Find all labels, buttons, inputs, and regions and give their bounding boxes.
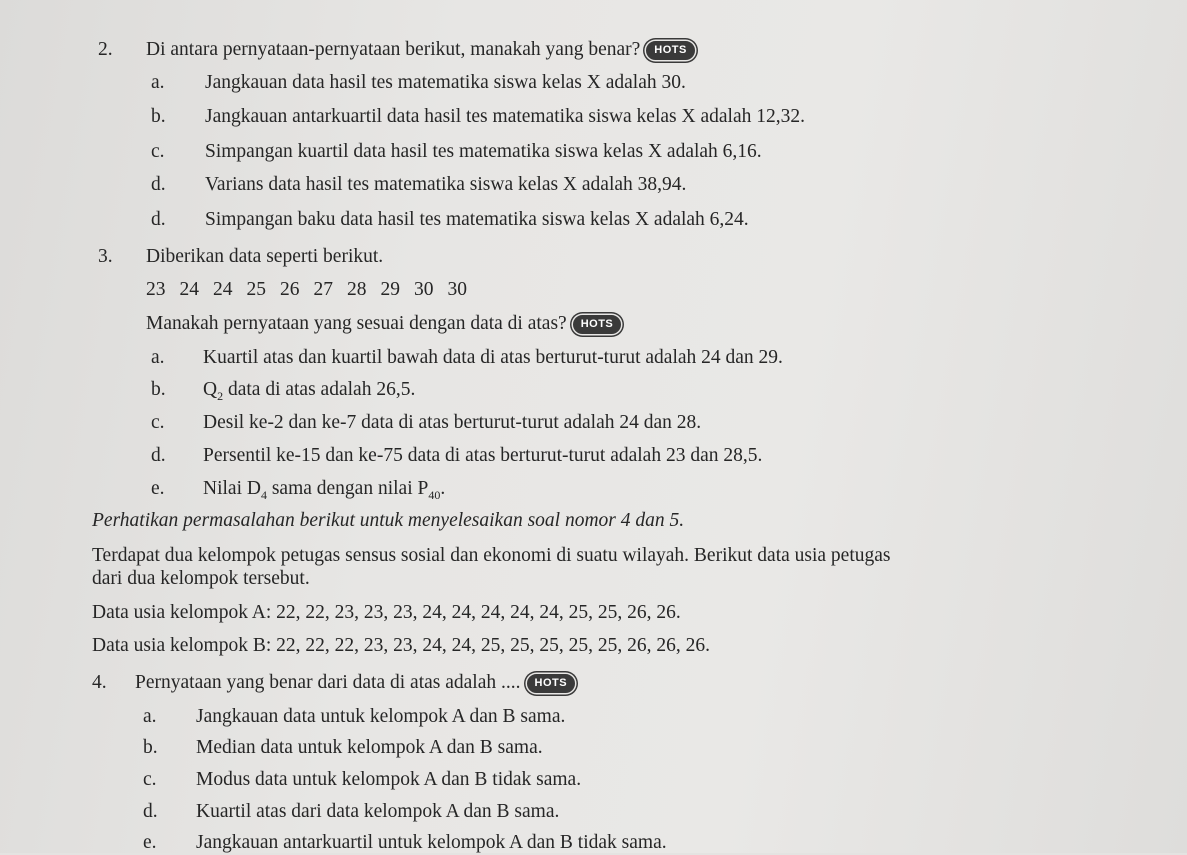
data-value: 23: [146, 279, 166, 300]
data-value: 26: [280, 279, 300, 300]
option-label: b.: [151, 106, 166, 127]
option-label: d.: [151, 445, 166, 466]
data-value: 29: [380, 279, 400, 300]
option-text: Modus data untuk kelompok A dan B tidak sama.: [196, 769, 582, 790]
data-value: 30: [414, 279, 434, 300]
option-label: d.: [151, 174, 166, 195]
option-text: Median data untuk kelompok A dan B sama.: [196, 737, 543, 758]
option-text: Persentil ke-15 dan ke-75 data di atas berturut-turut adalah 23 dan 28,5.: [203, 445, 763, 466]
instruction-text: Perhatikan permasalahan berikut untuk menyelesaikan soal nomor 4 dan 5.: [92, 510, 685, 531]
option-label: c.: [143, 769, 157, 790]
data-value: 27: [313, 279, 333, 300]
question-stem: Pernyataan yang benar dari data di atas adalah .... HOTS: [135, 671, 575, 695]
option-text: Jangkauan data untuk kelompok A dan B sama.: [196, 706, 566, 727]
question-number: 2.: [98, 39, 113, 60]
option-label: e.: [151, 478, 165, 499]
data-value: 28: [347, 279, 367, 300]
option-label: e.: [143, 832, 157, 853]
question-number: 3.: [98, 246, 113, 267]
option-text: Simpangan baku data hasil tes matematika siswa kelas X adalah 6,24.: [205, 209, 749, 230]
option-text: Simpangan kuartil data hasil tes matematika siswa kelas X adalah 6,16.: [205, 141, 762, 162]
question-prompt: Manakah pernyataan yang sesuai dengan data di atas? HOTS: [146, 312, 621, 336]
context-line: dari dua kelompok tersebut.: [92, 568, 310, 589]
group-a-data: Data usia kelompok A: 22, 22, 23, 23, 23, 24, 24, 24, 24, 24, 25, 25, 26, 26.: [92, 602, 681, 623]
option-text: $Q_2$ data di atas adalah 26,5.: [203, 379, 416, 403]
data-value: 24: [213, 279, 233, 300]
option-label: d.: [143, 801, 158, 822]
option-label: a.: [143, 706, 157, 727]
question-stem: Diberikan data seperti berikut.: [146, 246, 384, 267]
hots-badge: HOTS: [646, 41, 695, 60]
option-label: a.: [151, 347, 165, 368]
option-label: a.: [151, 72, 165, 93]
data-value: 25: [246, 279, 266, 300]
option-text: Kuartil atas dari data kelompok A dan B sama.: [196, 801, 560, 822]
question-stem: Di antara pernyataan-pernyataan berikut, manakah yang benar? HOTS: [146, 38, 695, 62]
option-text: Jangkauan antarkuartil data hasil tes matematika siswa kelas X adalah 12,32.: [205, 106, 805, 127]
option-label: c.: [151, 141, 165, 162]
group-b-data: Data usia kelompok B: 22, 22, 22, 23, 23, 24, 24, 25, 25, 25, 25, 25, 26, 26, 26.: [92, 635, 711, 656]
data-values: [146, 278, 481, 302]
option-text: Jangkauan data hasil tes matematika siswa kelas X adalah 30.: [205, 72, 686, 93]
option-text: Kuartil atas dan kuartil bawah data di atas berturut-turut adalah 24 dan 29.: [203, 347, 783, 368]
option-text: Jangkauan antarkuartil untuk kelompok A dan B tidak sama.: [196, 832, 667, 853]
question-number: 4.: [92, 672, 107, 693]
option-label: d.: [151, 209, 166, 230]
option-label: b.: [151, 379, 166, 400]
option-text: Varians data hasil tes matematika siswa kelas X adalah 38,94.: [205, 174, 687, 195]
hots-badge: HOTS: [573, 315, 622, 334]
option-text: Nilai $D_4$ sama dengan nilai $P_{40}$.: [203, 478, 446, 502]
context-line: Terdapat dua kelompok petugas sensus sosial dan ekonomi di suatu wilayah. Berikut data usia petugas: [92, 545, 891, 566]
option-text: Desil ke-2 dan ke-7 data di atas berturut-turut adalah 24 dan 28.: [203, 412, 702, 433]
data-value: 24: [179, 279, 199, 300]
option-label: b.: [143, 737, 158, 758]
option-label: c.: [151, 412, 165, 433]
data-value: 30: [447, 279, 467, 300]
hots-badge: HOTS: [527, 674, 576, 693]
